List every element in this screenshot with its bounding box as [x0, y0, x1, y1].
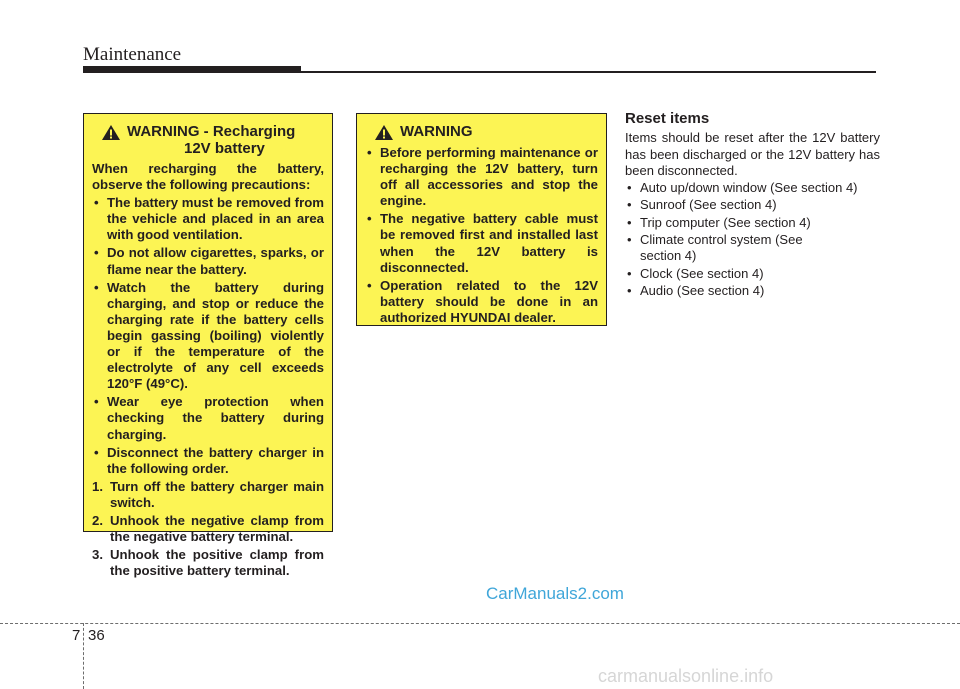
warning-title-line1: WARNING - Recharging: [127, 123, 296, 140]
page-chapter-number: 7: [72, 627, 81, 644]
header-rule-thin: [301, 71, 876, 73]
step-text: Unhook the positive clamp from the positive battery terminal.: [110, 547, 324, 579]
page-header-title: Maintenance: [83, 44, 182, 65]
warning-triangle-icon: [374, 124, 394, 141]
warning-title-text: WARNING: [400, 123, 473, 140]
warning-bullet-list: [92, 195, 324, 477]
step-text: Unhook the negative clamp from the negative battery terminal.: [110, 512, 324, 545]
list-item: • Auto up/down window (See section 4): [625, 180, 880, 196]
list-item: • The negative battery cable must be removed first and installed last when the 12V battery is disconnected.: [365, 211, 598, 275]
step-number: 2.: [92, 512, 103, 528]
reset-body: Items should be reset after the 12V battery has been discharged or the 12V battery has been disconnected.: [625, 130, 880, 178]
bottom-watermark: carmanualsonline.info: [598, 666, 774, 686]
footer-rule: [0, 623, 960, 624]
list-item-text: Climate control system (See section 4): [640, 232, 803, 264]
reset-item-list: [625, 180, 880, 299]
warning-bullet-list: [365, 145, 598, 326]
list-item: • The battery must be removed from the vehicle and placed in an area with good ventilation.: [92, 195, 324, 243]
warning-step-list: [92, 479, 324, 580]
list-item: • Disconnect the battery charger in the following order.: [92, 445, 324, 477]
warning-box-recharging: [83, 113, 333, 579]
list-item: • Wear eye protection when checking the battery during charging.: [92, 394, 324, 442]
step-number: 3.: [92, 547, 103, 563]
header-rule-thick: [83, 66, 301, 73]
reset-items-section: [625, 111, 880, 299]
step-number: 1.: [92, 478, 103, 494]
step-text: Turn off the battery charger main switch.: [110, 478, 324, 510]
page-number: 36: [88, 627, 105, 644]
list-item: • Audio (See section 4): [625, 283, 880, 299]
warning-title-line2: 12V battery: [184, 140, 265, 157]
list-item: • Sunroof (See section 4): [625, 197, 880, 213]
warning-title: [365, 124, 598, 141]
list-item: • Operation related to the 12V battery should be done in an authorized HYUNDAI dealer.: [365, 278, 598, 326]
step-item: [92, 547, 324, 579]
reset-title: Reset items: [625, 110, 710, 127]
warning-box-general: [356, 113, 607, 326]
warning-intro: When recharging the battery, observe the following precautions:: [92, 161, 324, 193]
warning-title: [92, 124, 324, 141]
step-item: [92, 479, 324, 511]
warning-title-text: [127, 124, 295, 140]
step-item: [92, 513, 324, 545]
warning-triangle-icon: [101, 124, 121, 141]
list-item: • Trip computer (See section 4): [625, 215, 880, 231]
list-item: • Before performing maintenance or recharging the 12V battery, turn off all accessories and stop the engine.: [365, 145, 598, 209]
list-item: [625, 232, 880, 265]
list-item: • Clock (See section 4): [625, 266, 880, 282]
list-item: • Watch the battery during charging, and stop or reduce the charging rate if the battery cells begin gassing (boiling) violently or if the temperature of the electrolyte of any cell exceeds 120°F (49°C).: [92, 280, 324, 393]
watermark-link[interactable]: CarManuals2.com: [486, 584, 624, 603]
footer-divider: [83, 623, 84, 689]
list-item: • Do not allow cigarettes, sparks, or flame near the battery.: [92, 245, 324, 277]
